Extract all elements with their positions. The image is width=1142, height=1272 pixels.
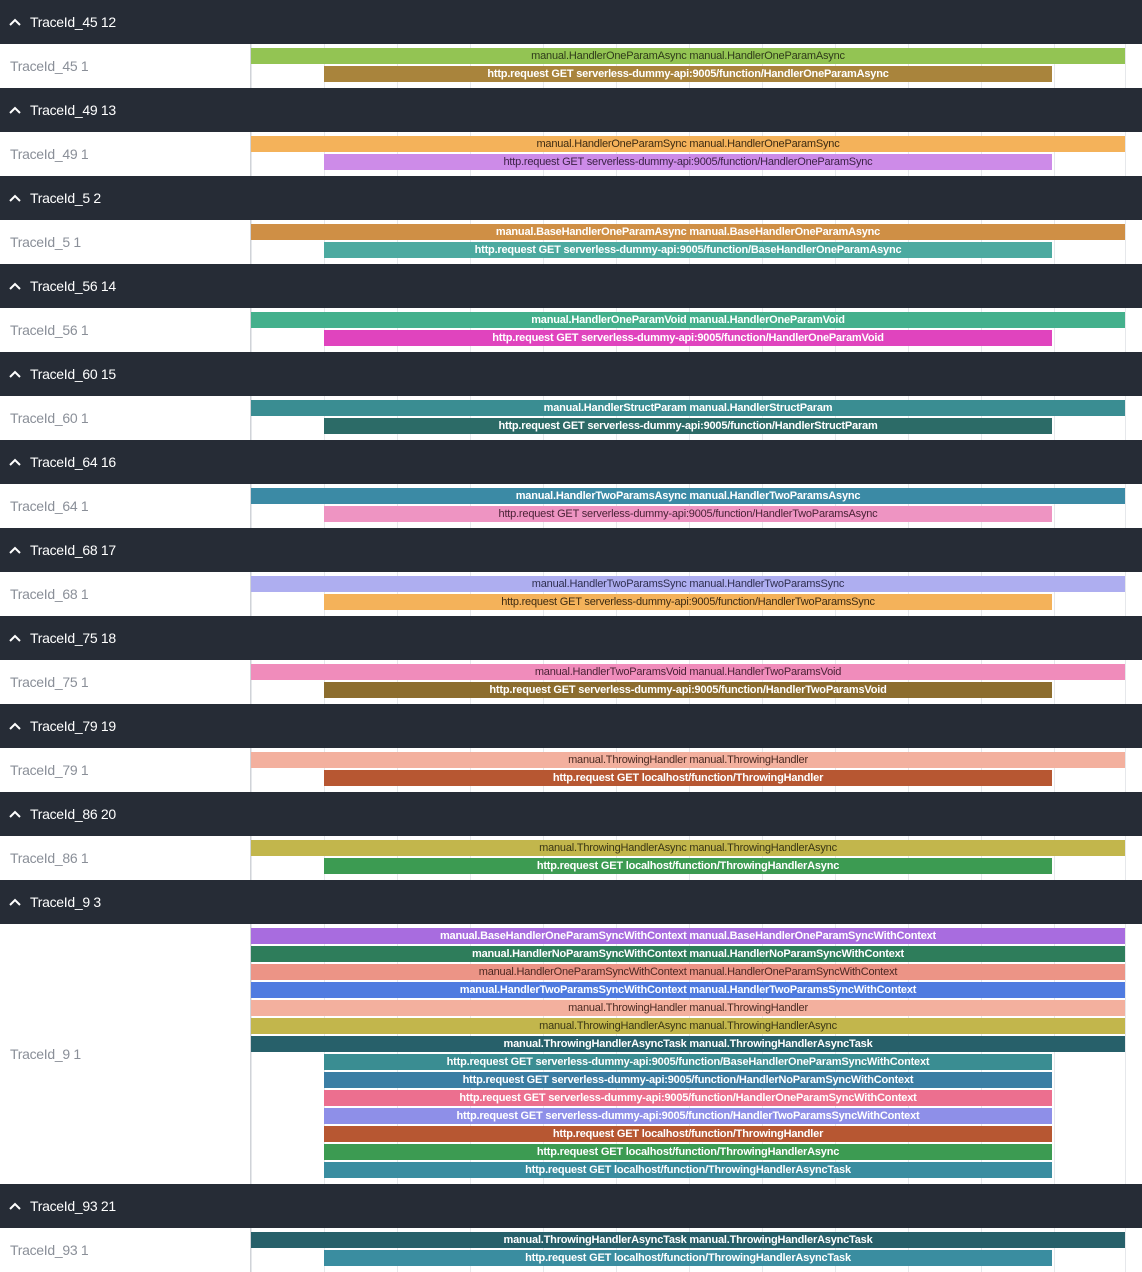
trace-row bbox=[0, 924, 1142, 1184]
http-span-bar[interactable]: http.request GET serverless-dummy-api:9005/function/HandlerOneParamAsync bbox=[324, 66, 1052, 82]
timeline-plot bbox=[250, 220, 1142, 264]
trace-row bbox=[0, 44, 1142, 88]
trace-row-label: TraceId_68 1 bbox=[10, 586, 89, 602]
manual-span-bar[interactable]: manual.HandlerOneParamAsync manual.HandlerOneParamAsync bbox=[251, 48, 1125, 64]
trace-group-header[interactable] bbox=[0, 528, 1142, 572]
http-span-bar[interactable]: http.request GET localhost/function/ThrowingHandlerAsyncTask bbox=[324, 1162, 1052, 1178]
trace-row-label: TraceId_86 1 bbox=[10, 850, 89, 866]
trace-group-title: TraceId_9 3 bbox=[30, 894, 101, 910]
grid-line bbox=[251, 924, 252, 1184]
timeline-plot bbox=[250, 660, 1142, 704]
http-span-bar[interactable]: http.request GET serverless-dummy-api:9005/function/HandlerNoParamSyncWithContext bbox=[324, 1072, 1052, 1088]
grid-line bbox=[1125, 1228, 1126, 1272]
manual-span-bar[interactable]: manual.HandlerOneParamSync manual.HandlerOneParamSync bbox=[251, 136, 1125, 152]
grid-line bbox=[1125, 132, 1126, 176]
grid-line bbox=[1125, 572, 1126, 616]
trace-group-header[interactable] bbox=[0, 616, 1142, 660]
http-span-bar[interactable]: http.request GET serverless-dummy-api:9005/function/HandlerTwoParamsSyncWithContext bbox=[324, 1108, 1052, 1124]
trace-row bbox=[0, 308, 1142, 352]
http-span-bar[interactable]: http.request GET localhost/function/ThrowingHandlerAsync bbox=[324, 858, 1052, 874]
http-span-bar[interactable]: http.request GET serverless-dummy-api:9005/function/HandlerOneParamSync bbox=[324, 154, 1052, 170]
trace-group-title: TraceId_5 2 bbox=[30, 190, 101, 206]
chevron-up-icon[interactable] bbox=[0, 88, 30, 132]
trace-row-label: TraceId_56 1 bbox=[10, 322, 89, 338]
grid-line bbox=[1125, 836, 1126, 880]
trace-group-title: TraceId_68 17 bbox=[30, 542, 116, 558]
timeline-plot bbox=[250, 572, 1142, 616]
http-span-bar[interactable]: http.request GET serverless-dummy-api:9005/function/HandlerOneParamSyncWithContext bbox=[324, 1090, 1052, 1106]
timeline-plot bbox=[250, 748, 1142, 792]
manual-span-bar[interactable]: manual.HandlerOneParamVoid manual.HandlerOneParamVoid bbox=[251, 312, 1125, 328]
timeline-plot bbox=[250, 484, 1142, 528]
http-span-bar[interactable]: http.request GET localhost/function/ThrowingHandler bbox=[324, 1126, 1052, 1142]
trace-row-label: TraceId_60 1 bbox=[10, 410, 89, 426]
trace-row bbox=[0, 396, 1142, 440]
trace-group-title: TraceId_93 21 bbox=[30, 1198, 116, 1214]
chevron-up-icon[interactable] bbox=[0, 264, 30, 308]
trace-group-header[interactable] bbox=[0, 1184, 1142, 1228]
trace-row-label: TraceId_75 1 bbox=[10, 674, 89, 690]
trace-row bbox=[0, 220, 1142, 264]
trace-row-label: TraceId_93 1 bbox=[10, 1242, 89, 1258]
trace-group-header[interactable] bbox=[0, 352, 1142, 396]
manual-span-bar[interactable]: manual.ThrowingHandlerAsyncTask manual.ThrowingHandlerAsyncTask bbox=[251, 1036, 1125, 1052]
chevron-up-icon[interactable] bbox=[0, 176, 30, 220]
http-span-bar[interactable]: http.request GET serverless-dummy-api:9005/function/HandlerTwoParamsAsync bbox=[324, 506, 1052, 522]
trace-row bbox=[0, 572, 1142, 616]
manual-span-bar[interactable]: manual.ThrowingHandlerAsync manual.ThrowingHandlerAsync bbox=[251, 840, 1125, 856]
timeline-plot bbox=[250, 924, 1142, 1184]
trace-group-title: TraceId_75 18 bbox=[30, 630, 116, 646]
manual-span-bar[interactable]: manual.HandlerNoParamSyncWithContext manual.HandlerNoParamSyncWithContext bbox=[251, 946, 1125, 962]
grid-line bbox=[1125, 660, 1126, 704]
trace-row-label: TraceId_45 1 bbox=[10, 58, 89, 74]
trace-group-title: TraceId_45 12 bbox=[30, 14, 116, 30]
manual-span-bar[interactable]: manual.BaseHandlerOneParamAsync manual.BaseHandlerOneParamAsync bbox=[251, 224, 1125, 240]
trace-group-header[interactable] bbox=[0, 880, 1142, 924]
grid-line bbox=[1125, 220, 1126, 264]
grid-line bbox=[1054, 924, 1055, 1184]
trace-group-title: TraceId_79 19 bbox=[30, 718, 116, 734]
timeline-plot bbox=[250, 836, 1142, 880]
trace-row-label: TraceId_64 1 bbox=[10, 498, 89, 514]
trace-group-title: TraceId_60 15 bbox=[30, 366, 116, 382]
trace-row bbox=[0, 1228, 1142, 1272]
manual-span-bar[interactable]: manual.ThrowingHandler manual.ThrowingHandler bbox=[251, 752, 1125, 768]
trace-group-header[interactable] bbox=[0, 264, 1142, 308]
trace-group-title: TraceId_86 20 bbox=[30, 806, 116, 822]
trace-row bbox=[0, 748, 1142, 792]
grid-line bbox=[1125, 484, 1126, 528]
manual-span-bar[interactable]: manual.HandlerStructParam manual.HandlerStructParam bbox=[251, 400, 1125, 416]
timeline-plot bbox=[250, 132, 1142, 176]
http-span-bar[interactable]: http.request GET serverless-dummy-api:9005/function/BaseHandlerOneParamAsync bbox=[324, 242, 1052, 258]
http-span-bar[interactable]: http.request GET serverless-dummy-api:9005/function/HandlerOneParamVoid bbox=[324, 330, 1052, 346]
http-span-bar[interactable]: http.request GET serverless-dummy-api:9005/function/BaseHandlerOneParamSyncWithContext bbox=[324, 1054, 1052, 1070]
trace-row-label: TraceId_9 1 bbox=[10, 1046, 81, 1062]
timeline-plot bbox=[250, 1228, 1142, 1272]
grid-line bbox=[1125, 924, 1126, 1184]
chevron-up-icon[interactable] bbox=[0, 440, 30, 484]
trace-row-label: TraceId_49 1 bbox=[10, 146, 89, 162]
trace-row-label: TraceId_79 1 bbox=[10, 762, 89, 778]
http-span-bar[interactable]: http.request GET localhost/function/ThrowingHandler bbox=[324, 770, 1052, 786]
manual-span-bar[interactable]: manual.HandlerTwoParamsVoid manual.HandlerTwoParamsVoid bbox=[251, 664, 1125, 680]
trace-group-header[interactable] bbox=[0, 176, 1142, 220]
grid-line bbox=[1125, 396, 1126, 440]
http-span-bar[interactable]: http.request GET serverless-dummy-api:9005/function/HandlerStructParam bbox=[324, 418, 1052, 434]
trace-row bbox=[0, 132, 1142, 176]
manual-span-bar[interactable]: manual.ThrowingHandlerAsyncTask manual.ThrowingHandlerAsyncTask bbox=[251, 1232, 1125, 1248]
manual-span-bar[interactable]: manual.HandlerTwoParamsSyncWithContext manual.HandlerTwoParamsSyncWithContext bbox=[251, 982, 1125, 998]
manual-span-bar[interactable]: manual.HandlerOneParamSyncWithContext manual.HandlerOneParamSyncWithContext bbox=[251, 964, 1125, 980]
trace-row bbox=[0, 660, 1142, 704]
manual-span-bar[interactable]: manual.ThrowingHandler manual.ThrowingHandler bbox=[251, 1000, 1125, 1016]
trace-group-title: TraceId_64 16 bbox=[30, 454, 116, 470]
chevron-up-icon[interactable] bbox=[0, 352, 30, 396]
chevron-up-icon[interactable] bbox=[0, 1184, 30, 1228]
grid-line bbox=[1125, 308, 1126, 352]
http-span-bar[interactable]: http.request GET localhost/function/ThrowingHandlerAsyncTask bbox=[324, 1250, 1052, 1266]
manual-span-bar[interactable]: manual.HandlerTwoParamsAsync manual.HandlerTwoParamsAsync bbox=[251, 488, 1125, 504]
trace-group-title: TraceId_56 14 bbox=[30, 278, 116, 294]
trace-row bbox=[0, 836, 1142, 880]
trace-row-label: TraceId_5 1 bbox=[10, 234, 81, 250]
trace-group-header[interactable] bbox=[0, 0, 1142, 44]
trace-group-header[interactable] bbox=[0, 792, 1142, 836]
chevron-up-icon[interactable] bbox=[0, 704, 30, 748]
manual-span-bar[interactable]: manual.HandlerTwoParamsSync manual.HandlerTwoParamsSync bbox=[251, 576, 1125, 592]
chevron-up-icon[interactable] bbox=[0, 0, 30, 44]
http-span-bar[interactable]: http.request GET localhost/function/ThrowingHandlerAsync bbox=[324, 1144, 1052, 1160]
trace-group-header[interactable] bbox=[0, 440, 1142, 484]
timeline-plot bbox=[250, 308, 1142, 352]
timeline-plot bbox=[250, 44, 1142, 88]
grid-line bbox=[1125, 44, 1126, 88]
timeline-plot bbox=[250, 396, 1142, 440]
trace-row bbox=[0, 484, 1142, 528]
trace-group-header[interactable] bbox=[0, 88, 1142, 132]
chevron-up-icon[interactable] bbox=[0, 528, 30, 572]
trace-group-title: TraceId_49 13 bbox=[30, 102, 116, 118]
chevron-up-icon[interactable] bbox=[0, 616, 30, 660]
chevron-up-icon[interactable] bbox=[0, 880, 30, 924]
chevron-up-icon[interactable] bbox=[0, 792, 30, 836]
trace-group-header[interactable] bbox=[0, 704, 1142, 748]
http-span-bar[interactable]: http.request GET serverless-dummy-api:9005/function/HandlerTwoParamsSync bbox=[324, 594, 1052, 610]
manual-span-bar[interactable]: manual.ThrowingHandlerAsync manual.ThrowingHandlerAsync bbox=[251, 1018, 1125, 1034]
http-span-bar[interactable]: http.request GET serverless-dummy-api:9005/function/HandlerTwoParamsVoid bbox=[324, 682, 1052, 698]
grid-line bbox=[1125, 748, 1126, 792]
manual-span-bar[interactable]: manual.BaseHandlerOneParamSyncWithContext manual.BaseHandlerOneParamSyncWithContext bbox=[251, 928, 1125, 944]
